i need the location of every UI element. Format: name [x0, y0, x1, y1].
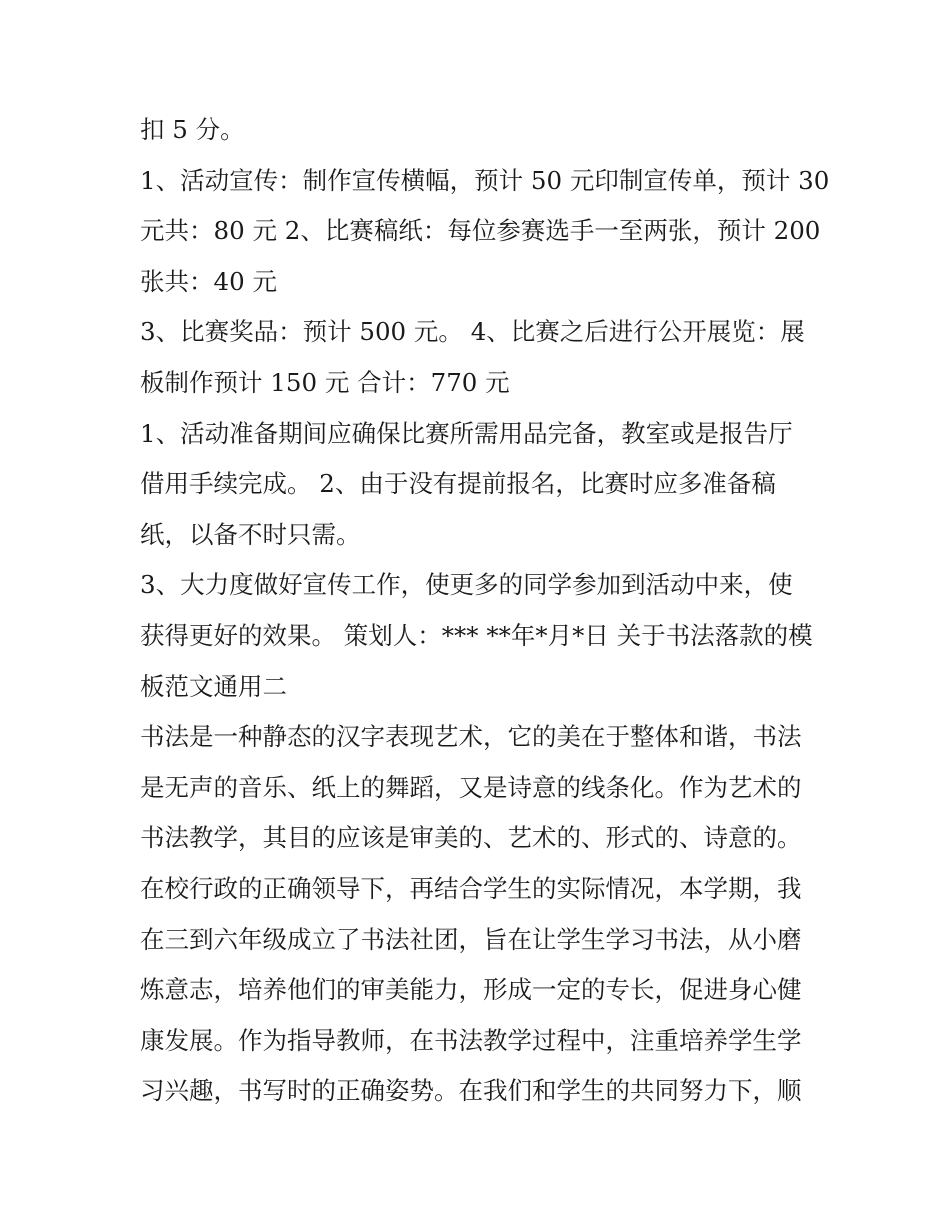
text-line: 1、活动准备期间应确保比赛所需用品完备，教室或是报告厅	[140, 418, 793, 448]
text-line: 炼意志，培养他们的审美能力，形成一定的专长，促进身心健	[140, 975, 802, 1005]
text-line: 获得更好的效果。 策划人：*** **年*月*日 关于书法落款的模	[140, 620, 813, 650]
text-line: 板制作预计 150 元 合计：770 元	[140, 367, 510, 397]
text-line: 在三到六年级成立了书法社团，旨在让学生学习书法，从小磨	[140, 924, 802, 954]
text-line: 板范文通用二	[140, 671, 287, 701]
text-line: 借用手续完成。 2、由于没有提前报名，比赛时应多准备稿	[140, 469, 776, 499]
text-line: 康发展。作为指导教师，在书法教学过程中，注重培养学生学	[140, 1025, 802, 1055]
document-body	[140, 105, 830, 1117]
text-line: 在校行政的正确领导下，再结合学生的实际情况，本学期，我	[140, 873, 802, 903]
text-line: 3、大力度做好宣传工作，使更多的同学参加到活动中来，使	[140, 570, 793, 600]
text-line: 书法教学，其目的应该是审美的、艺术的、形式的、诗意的。	[140, 823, 802, 853]
text-line: 3、比赛奖品：预计 500 元。 4、比赛之后进行公开展览：展	[140, 317, 805, 347]
text-line: 扣 5 分。	[140, 115, 245, 144]
text-line: 习兴趣，书写时的正确姿势。在我们和学生的共同努力下，顺	[140, 1076, 802, 1106]
text-line: 是无声的音乐、纸上的舞蹈，又是诗意的线条化。作为艺术的	[140, 772, 802, 802]
text-line: 书法是一种静态的汉字表现艺术，它的美在于整体和谐，书法	[140, 722, 802, 752]
text-line: 张共：40 元	[140, 266, 277, 296]
text-line: 1、活动宣传：制作宣传横幅，预计 50 元印制宣传单，预计 30	[140, 165, 830, 195]
text-line: 纸，以备不时只需。	[140, 519, 361, 549]
text-line: 元共：80 元 2、比赛稿纸：每位参赛选手一至两张，预计 200	[140, 216, 821, 246]
